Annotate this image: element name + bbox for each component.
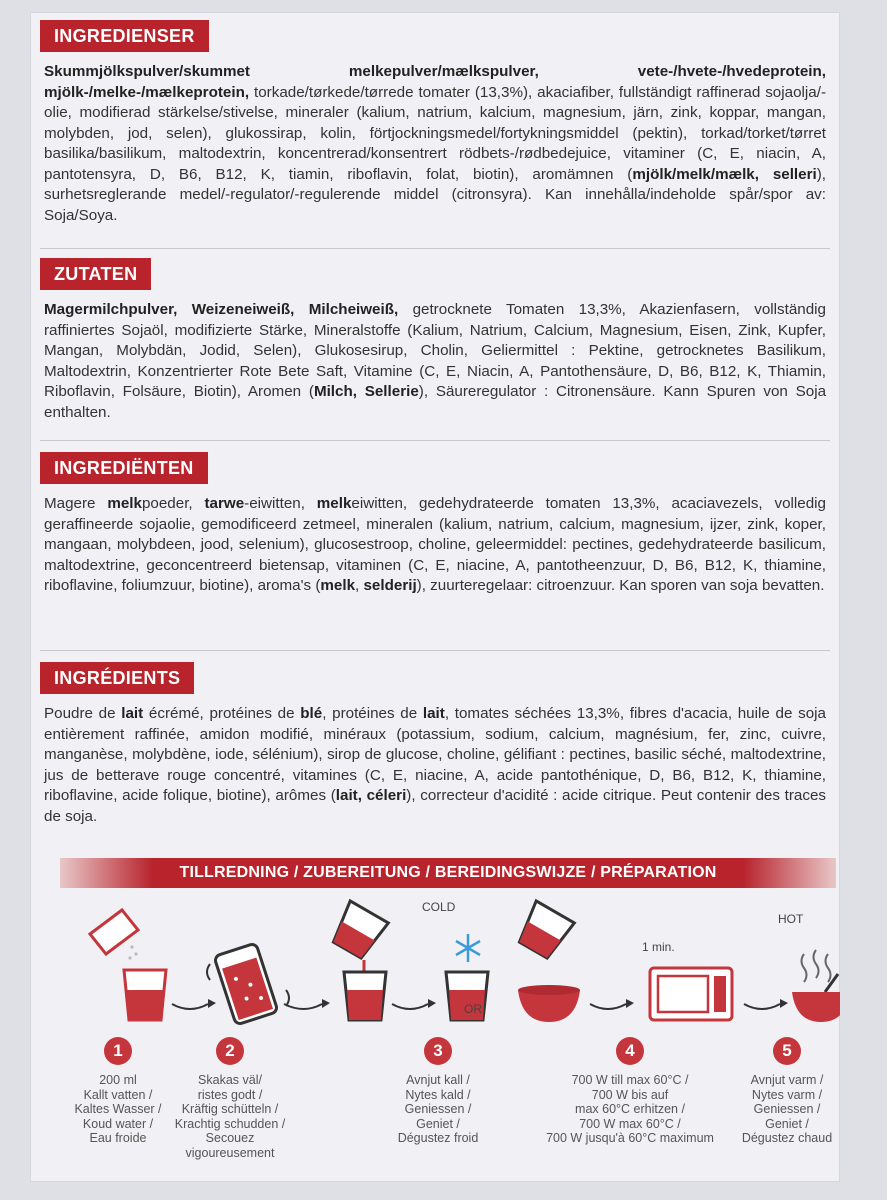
shaker-icon — [214, 943, 278, 1025]
microwave-icon — [650, 968, 732, 1020]
allergen-text: Magermilchpulver, Weizeneiweiß, Milcheiweiß, — [44, 301, 399, 318]
allergen-text: melk — [320, 577, 356, 594]
step-number: 5 — [773, 1037, 801, 1065]
allergen-text: mjölk/melk/mælk, selleri — [632, 165, 817, 183]
preparation-title-band: TILLREDNING / ZUBEREITUNG / BEREIDINGSWIJZE / PRÉPARATION — [60, 858, 836, 888]
allergen-text: selderij — [363, 577, 417, 594]
ingredients-text-sv — [40, 62, 830, 226]
arrow-icon — [780, 999, 788, 1008]
step-text: Avnjut kall / Nytes kald / Geniessen / Geniet / Dégustez froid — [397, 1073, 479, 1145]
preparation-illustrations — [60, 892, 840, 1052]
ingredient-text: ), Säureregulator : Citronensäure. Kann Spuren von Soja enthalten. — [44, 383, 827, 421]
pouring-jug-icon — [328, 901, 388, 961]
ingredient-text: , protéines de — [322, 705, 423, 722]
glass-water-icon — [124, 970, 166, 1020]
ingredient-text: eiwitten, gedehydrateerde tomaten 13,3%, acaciavezels, volledig geraffineerde sojaolie, gemodificeerd zetmeel, mineralen (kalium, natrium, calcium, magnesium, ijzer, zink, koper, mangaan, molybdeen, jood, selenium), glucosestroop, choline, geleermiddel: pectines, gedehydrateerde basilicum, maltodextrine, geconcentreerd bietensap, vitaminen (C, E, niacine, A, pantotheenzuur, D, B6, B12, K, thiamine, riboflavine, foliumzuur, biotine), aroma's ( — [44, 495, 826, 594]
section-title-ingredients-fr: INGRÉDIENTS — [40, 662, 194, 694]
steam-icon — [802, 950, 831, 982]
ingredient-text: torkade/tørkede/tørrede tomater (13,3%), akaciafiber, fullständigt raffinerad sojaolja/-olie, modifierad stärkelse/stivelse, mineraler (kalium, natrium, kalcium, magnesium, järn, zink, koppar, mangan, molybden, jod, selen), glukossirap, kolin, förtjockningsmedel/fortykningsmiddel (pektin), torkad/torket/tørret basilika/basilikum, maltodextrin, koncentrerad/konsentrert rödbets-/rødbedejuice, vitaminer (C, E, niacin, A, pantotensyra, D, B6, B12, K, tiamin, riboflavin, folat, biotin), aromämnen ( — [44, 83, 826, 183]
allergen-text: melk — [107, 495, 142, 512]
ingredient-text: ), surhetsreglerande medel/-regulator/-regulerende middel (citronsyra). Kan innehålla/indeholde spår/spor av: Soja/Soya. — [44, 165, 827, 224]
ingredients-text-fr — [40, 704, 830, 827]
ingredient-text: , tomates séchées 13,3%, fibres d'acacia, huile de soja entièrement raffinée, amidon modifié, minéraux (potassium, sodium, calcium, magnésium, fer, zinc, cuivre, manganèse, molybdène, iode, sélénium), sirop de glucose, choline, gélifiant : pectines, basilic séché, maltodextrine, jus de betterave rouge concentré, vitamines (C, E, niacine, A, acide pantothénique, D, B6, B12, K, thiamine, riboflavine, acide folique, biotine), arômes ( — [44, 705, 826, 804]
section-german — [40, 258, 830, 423]
section-french — [40, 662, 830, 827]
section-dutch — [40, 452, 830, 597]
bowl-hot-icon — [792, 992, 840, 1022]
step-number: 4 — [616, 1037, 644, 1065]
section-title-ingredienten: INGREDIËNTEN — [40, 452, 208, 484]
step-number: 3 — [424, 1037, 452, 1065]
allergen-text: tarwe — [204, 495, 245, 512]
arrow-icon — [322, 999, 330, 1008]
ingredient-text: getrocknete Tomaten 13,3%, Akazienfasern, vollständig raffiniertes Sojaöl, modifizierte Stärke, Mineralstoffe (Kalium, Natrium, Calcium, Magnesium, Eisen, Zink, Kupfer, Mangan, Molybdän, Jodid, Selen), Glukosesirup, Cholin, Geliermittel : Pektine, getrocknetes Basilikum, Maltodextrin, Konzentrierter Rote Bete Saft, Vitamine (C, E, Niacin, A, Pantothensäure, D, B6, B12, K, Thiamin, Riboflavin, Folsäure, Biotin), Aromen ( — [44, 301, 826, 400]
step-3 — [378, 1037, 498, 1146]
cold-label: COLD — [422, 900, 456, 914]
ingredient-text: écrémé, protéines de — [143, 705, 301, 722]
divider — [40, 440, 830, 441]
section-swedish-norwegian-danish — [40, 20, 830, 226]
allergen-text: blé — [300, 705, 323, 722]
ingredients-text-de — [40, 300, 830, 423]
hot-label: HOT — [778, 912, 804, 926]
allergen-text: lait — [422, 705, 445, 722]
step-number: 1 — [104, 1037, 132, 1065]
ingredient-text: -eiwitten, — [244, 495, 317, 512]
glass-drink-icon — [344, 972, 386, 1020]
step-number: 2 — [216, 1037, 244, 1065]
step-text: Skakas väl/ ristes godt / Kräftig schütteln / Krachtig schudden / Secouez vigoureusement — [174, 1073, 286, 1160]
step-text: 700 W till max 60°C / 700 W bis auf max 60°C erhitzen / 700 W max 60°C / 700 W jusqu'à 60°C maximum — [546, 1073, 714, 1145]
bowl-icon — [518, 985, 580, 1022]
divider — [40, 650, 830, 651]
step-text: 200 ml Kallt vatten / Kaltes Wasser / Koud water / Eau froide — [74, 1073, 162, 1145]
ingredient-text: ), correcteur d'acidité : acide citrique. Peut contenir des traces de soja. — [44, 787, 826, 825]
arrow-icon — [626, 999, 634, 1008]
arrow-icon — [428, 999, 436, 1008]
allergen-text: Skummjölkspulver/skummet melkepulver/mælkspulver, vete-/hvete-/hvedeprotein, mjölk-/melke-/mælkeprotein, — [44, 63, 826, 101]
step-2 — [170, 1037, 290, 1160]
sachet-icon — [90, 910, 138, 960]
ingredient-text: ), zuurteregelaar: citroenzuur. Kan sporen van soja bevatten. — [416, 577, 825, 594]
ingredient-text: , — [355, 577, 364, 594]
step-5 — [732, 1037, 842, 1146]
spoon-icon — [825, 974, 838, 992]
snowflake-icon — [456, 934, 480, 962]
ingredient-text: poeder, — [141, 495, 205, 512]
ingredients-panel — [30, 12, 840, 1182]
allergen-text: lait, céleri — [335, 787, 407, 804]
section-title-ingredienser: INGREDIENSER — [40, 20, 209, 52]
minute-label: 1 min. — [642, 940, 675, 954]
divider — [40, 248, 830, 249]
or-label: OR — [464, 1002, 482, 1016]
arrow-icon — [208, 999, 216, 1008]
ingredient-text: Poudre de — [44, 705, 122, 722]
ingredients-text-nl — [40, 494, 830, 597]
step-4 — [530, 1037, 730, 1146]
step-1 — [68, 1037, 168, 1146]
allergen-text: lait — [121, 705, 144, 722]
section-title-zutaten: ZUTATEN — [40, 258, 151, 290]
allergen-text: melk — [316, 495, 352, 512]
ingredient-text: Magere — [44, 495, 108, 512]
step-text: Avnjut varm / Nytes varm / Geniessen / Geniet / Dégustez chaud — [741, 1073, 833, 1145]
allergen-text: Milch, Sellerie — [313, 383, 419, 400]
pouring-jug-icon — [514, 901, 574, 961]
